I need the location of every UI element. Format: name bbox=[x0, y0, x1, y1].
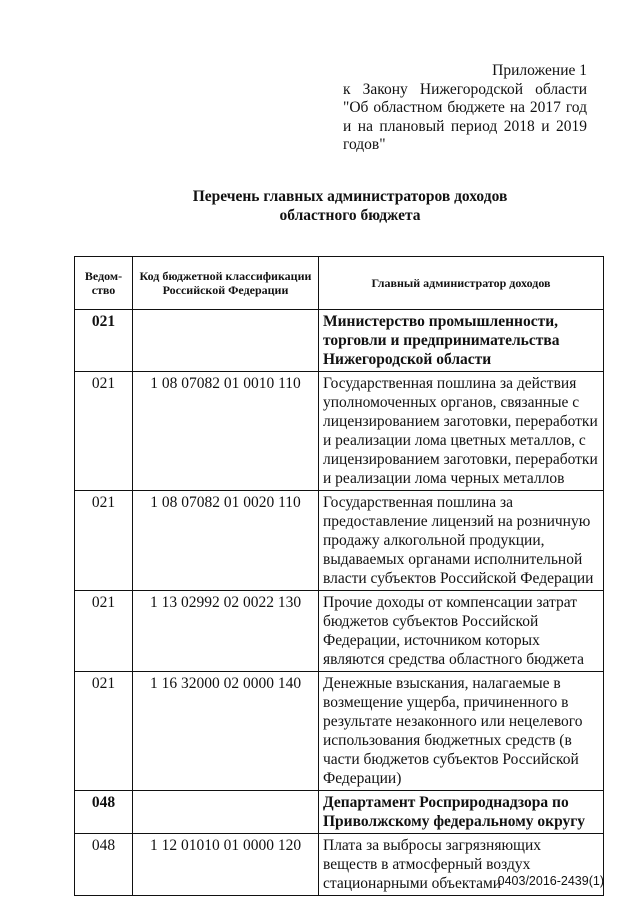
table-row bbox=[75, 672, 604, 791]
cell-dept: 021 bbox=[75, 672, 133, 791]
cell-name: Денежные взыскания, налагаемые в возмещение ущерба, причиненного в результате незаконного или нецелевого использования бюджетных средств (в части бюджетов субъектов Российской Федерации) bbox=[319, 672, 604, 791]
cell-code: 1 08 07082 01 0020 110 bbox=[133, 491, 319, 591]
cell-code bbox=[133, 310, 319, 372]
title-line: областного бюджета bbox=[279, 207, 421, 224]
table-row bbox=[75, 791, 604, 834]
appendix-line: и на плановый период 2018 и 2019 bbox=[343, 117, 587, 135]
appendix-block bbox=[343, 62, 587, 155]
cell-code: 1 08 07082 01 0010 110 bbox=[133, 372, 319, 491]
cell-name: Прочие доходы от компенсации затрат бюджетов субъектов Российской Федерации, источником которых являются средства областного бюджета bbox=[319, 591, 604, 672]
cell-name: Государственная пошлина за предоставление лицензий на розничную продажу алкогольной продукции, выдаваемых органами исполнительной власти субъектов Российской Федерации bbox=[319, 491, 604, 591]
cell-dept: 021 bbox=[75, 372, 133, 491]
cell-code: 1 12 01010 01 0000 120 bbox=[133, 834, 319, 896]
cell-dept: 048 bbox=[75, 834, 133, 896]
table-row bbox=[75, 310, 604, 372]
document-number: 0403/2016-2439(1) bbox=[497, 874, 604, 888]
cell-code: 1 16 32000 02 0000 140 bbox=[133, 672, 319, 791]
appendix-line: к Закону Нижегородской области bbox=[343, 80, 587, 98]
header-administrator: Главный администратор доходов bbox=[319, 257, 604, 310]
cell-code: 1 13 02992 02 0022 130 bbox=[133, 591, 319, 672]
table-row bbox=[75, 491, 604, 591]
cell-name: Министерство промышленности, торговли и предпринимательства Нижегородской области bbox=[319, 310, 604, 372]
document-title bbox=[120, 187, 580, 225]
table-row bbox=[75, 591, 604, 672]
administrators-table bbox=[74, 256, 604, 896]
cell-name: Департамент Росприроднадзора по Приволжскому федеральному округу bbox=[319, 791, 604, 834]
appendix-title: Приложение 1 bbox=[492, 62, 587, 79]
header-department: Ведом-ство bbox=[75, 257, 133, 310]
cell-name: Плата за выбросы загрязняющих веществ в атмосферный воздух стационарными объектами bbox=[319, 834, 604, 896]
header-budget-code: Код бюджетной классификации Российской Федерации bbox=[133, 257, 319, 310]
title-line: Перечень главных администраторов доходов bbox=[192, 188, 508, 205]
appendix-line: годов" bbox=[343, 136, 386, 153]
cell-code bbox=[133, 791, 319, 834]
appendix-line: "Об областном бюджете на 2017 год bbox=[343, 99, 587, 116]
cell-dept: 021 bbox=[75, 310, 133, 372]
table-header-row bbox=[75, 257, 604, 310]
cell-dept: 021 bbox=[75, 491, 133, 591]
cell-name: Государственная пошлина за действия уполномоченных органов, связанные с лицензированием заготовки, переработки и реализации лома цветных металлов, с лицензированием заготовки, переработки и реализации лома черных металлов bbox=[319, 372, 604, 491]
cell-dept: 021 bbox=[75, 591, 133, 672]
cell-dept: 048 bbox=[75, 791, 133, 834]
table-row bbox=[75, 372, 604, 491]
